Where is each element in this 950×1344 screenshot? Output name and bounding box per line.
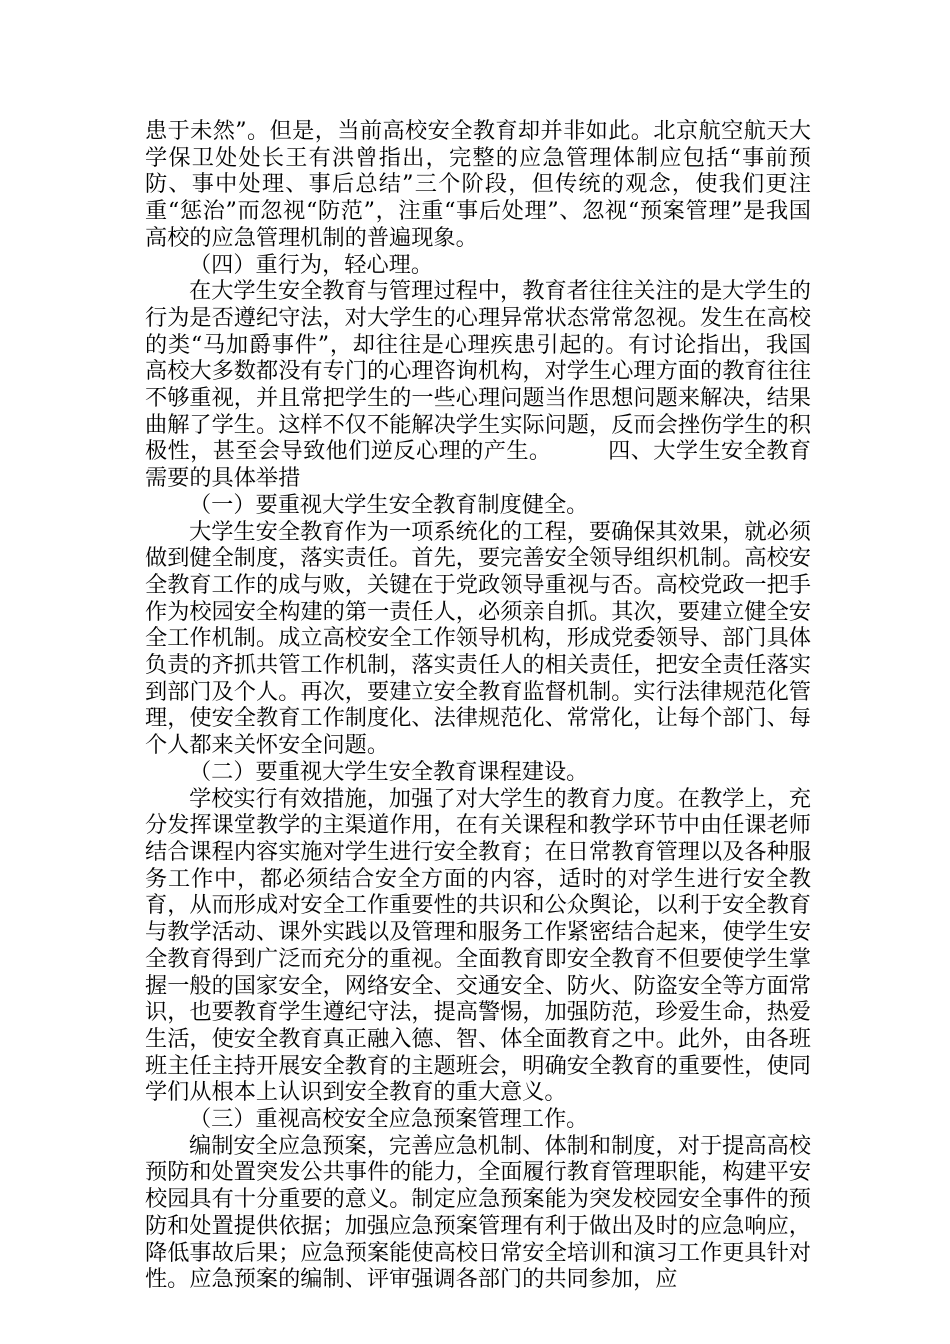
section-heading-2: （二）要重视大学生安全教育课程建设。 xyxy=(189,758,589,785)
section-heading-3: （三）重视高校安全应急预案管理工作。 xyxy=(189,1106,589,1133)
document-page xyxy=(145,118,811,1293)
section-heading-1: （一）要重视大学生安全教育制度健全。 xyxy=(189,491,589,518)
section-heading-4: （四）重行为，轻心理。 xyxy=(189,251,434,278)
paragraph-psychology: 在大学生安全教育与管理过程中，教育者往往关注的是大学生的行为是否遵纪守法，对大学生的心理异常状态常常忽视。发生在高校的类“马加爵事件”，却往往是心理疾患引起的。有讨论指出，我国高校大多数都没有专门的心理咨询机构，对学生心理方面的教育往往不够重视，并且常把学生的一些心理问题当作思想问题来解决，结果曲解了学生。这样不仅不能解决学生实际问题，反而会挫伤学生的积极性，甚至会导致他们逆反心理的产生。 四、大学生安全教育需要的具体举措 xyxy=(145,278,811,492)
paragraph-curriculum: 学校实行有效措施，加强了对大学生的教育力度。在教学上，充分发挥课堂教学的主渠道作用，在有关课程和教学环节中由任课老师结合课程内容实施对学生进行安全教育；在日常教育管理以及各种服务工作中，都必须结合安全方面的内容，适时的对学生进行安全教育，从而形成对安全工作重要性的共识和公众舆论，以利于安全教育与教学活动、课外实践以及管理和服务工作紧密结合起来，使学生安全教育得到广泛而充分的重视。全面教育即安全教育不但要使学生掌握一般的国家安全，网络安全、交通安全、防火、防盗安全等方面常识，也要教育学生遵纪守法，提高警惕，加强防范，珍爱生命，热爱生活，使安全教育真正融入德、智、体全面教育之中。此外，由各班班主任主持开展安全教育的主题班会，明确安全教育的重要性，使同学们从根本上认识到安全教育的重大意义。 xyxy=(145,785,811,1106)
paragraph-emergency-plan: 编制安全应急预案，完善应急机制、体制和制度，对于提高高校预防和处置突发公共事件的能力，全面履行教育管理职能，构建平安校园具有十分重要的意义。制定应急预案能为突发校园安全事件的预防和处置提供依据；加强应急预案管理有利于做出及时的应急响应，降低事故后果；应急预案能使高校日常安全培训和演习工作更具针对性。应急预案的编制、评审强调各部门的共同参加，应 xyxy=(145,1132,811,1293)
paragraph-continuation: 患于未然”。但是，当前高校安全教育却并非如此。北京航空航天大学保卫处处长王有洪曾指出，完整的应急管理体制应包括“事前预防、事中处理、事后总结”三个阶段，但传统的观念，使我们更注重“惩治”而忽视“防范”，注重“事后处理”、忽视“预案管理”是我国高校的应急管理机制的普遍现象。 xyxy=(145,118,811,251)
paragraph-system: 大学生安全教育作为一项系统化的工程，要确保其效果，就必须做到健全制度，落实责任。首先，要完善安全领导组织机制。高校安全教育工作的成与败，关键在于党政领导重视与否。高校党政一把手作为校园安全构建的第一责任人，必须亲自抓。其次，要建立健全安全工作机制。成立高校安全工作领导机构，形成党委领导、部门具体负责的齐抓共管工作机制，落实责任人的相关责任，把安全责任落实到部门及个人。再次，要建立安全教育监督机制。实行法律规范化管理，使安全教育工作制度化、法律规范化、常常化，让每个部门、每个人都来关怀安全问题。 xyxy=(145,518,811,759)
